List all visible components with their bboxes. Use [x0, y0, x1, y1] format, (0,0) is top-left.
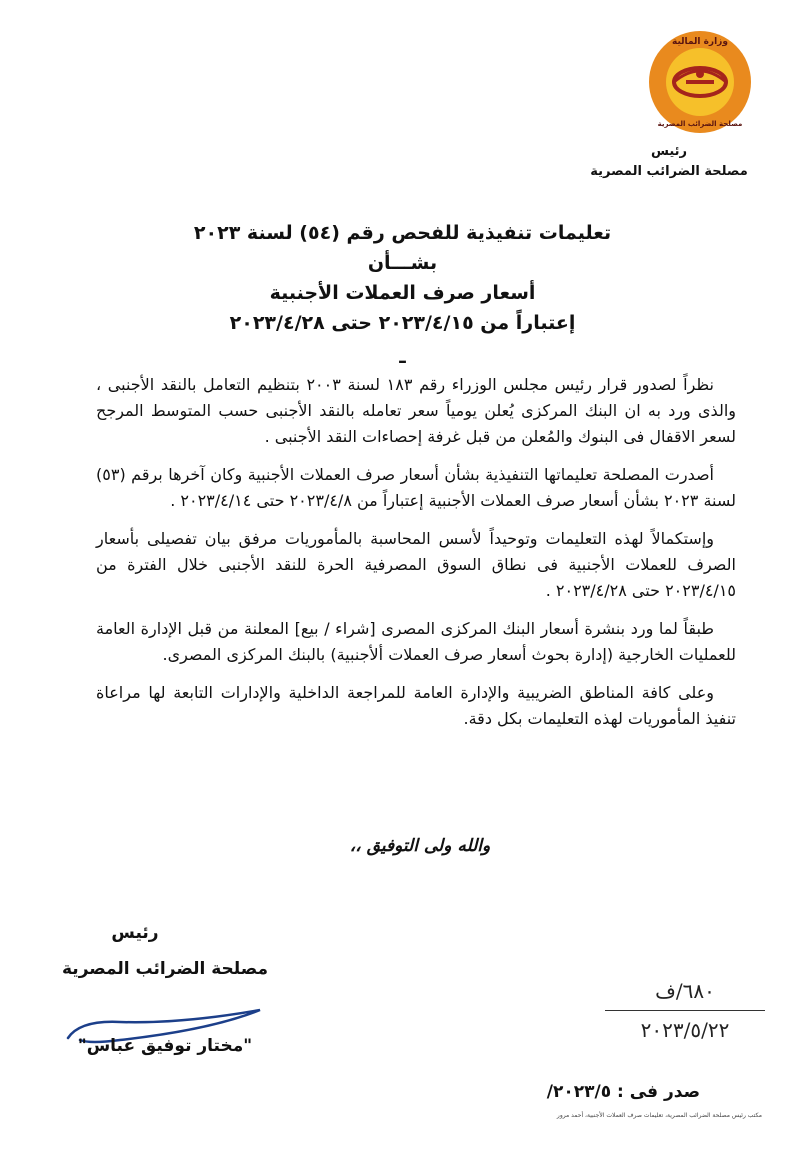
footer-note: مكتب رئيس مصلحة الضرائب المصرية، تعليمات صرف العملات الأجنبية، أحمد مرور — [556, 1112, 762, 1119]
reference-divider — [605, 1010, 765, 1011]
title-line-1: تعليمات تنفيذية للفحص رقم (٥٤) لسنة ٢٠٢٣ — [193, 222, 612, 244]
paragraph-4: طبقاً لما ورد بنشرة أسعار البنك المركزى المصرى [شراء / بيع] المعلنة من قبل الإدارة العامة للعمليات الخارجية (إدارة بحوث أسعار صرف العملات ألأجنبية) بالبنك المركزى المصرى. — [96, 619, 736, 664]
handwritten-signature — [60, 1000, 320, 1070]
signature-org: مصلحة الضرائب المصرية — [62, 959, 268, 979]
title-dash: ـ — [399, 346, 406, 368]
tax-authority-logo — [648, 30, 752, 134]
closing-phrase: والله ولى التوفيق ،، — [349, 836, 491, 856]
signature-block — [40, 918, 290, 1056]
signatory-name: "مختار توفيق عباس" — [77, 1036, 253, 1056]
logo-arc-text-top: وزارة المالية — [672, 37, 728, 47]
reference-date: ٢٠٢٣/٥/٢٢ — [640, 1018, 730, 1042]
paragraph-5: وعلى كافة المناطق الضريبية والإدارة العامة للمراجعة الداخلية والإدارات التابعة لها مراعاة تنفيذ المأموريات لهذه التعليمات بكل دقة. — [96, 683, 736, 728]
reference-number: ٦٨٠/ف — [655, 979, 715, 1003]
letterhead — [569, 142, 769, 182]
signature-title: رئيس — [111, 923, 159, 943]
issued-date: صدر فى : ٢٠٢٣/٥/ — [546, 1082, 700, 1102]
paragraph-3: وإستكمالاً لهذه التعليمات وتوحيداً لأسس المحاسبة بالمأموريات مرفق بيان تفصيلى بأسعار الصرف للعملات الأجنبية فى نطاق السوق المصرفية الحرة للنقد الأجنبى خلال الفترة من ٢٠٢٣/٤/١٥ حتى ٢٠٢٣/٤/٢٨ . — [96, 529, 736, 600]
document-title — [150, 218, 655, 372]
title-line-2: بشـــأن — [367, 252, 438, 274]
letterhead-title: رئيس — [650, 144, 688, 159]
logo-arc-text-bottom: مصلحة الضرائب المصرية — [657, 120, 743, 128]
title-line-4: إعتباراً من ٢٠٢٣/٤/١٥ حتى ٢٠٢٣/٤/٢٨ — [229, 312, 576, 334]
letterhead-org: مصلحة الضرائب المصرية — [590, 164, 748, 179]
paragraph-2: أصدرت المصلحة تعليماتها التنفيذية بشأن أسعار صرف العملات الأجنبية وكان آخرها برقم (٥٣) لسنة ٢٠٢٣ بشأن أسعار صرف العملات الأجنبية إعتباراً من ٢٠٢٣/٤/٨ حتى ٢٠٢٣/٤/١٤ . — [96, 465, 736, 510]
document-body — [96, 372, 736, 744]
reference-block — [600, 974, 770, 1047]
title-line-3: أسعار صرف العملات الأجنبية — [269, 282, 536, 304]
paragraph-1: نظراً لصدور قرار رئيس مجلس الوزراء رقم ١٨٣ لسنة ٢٠٠٣ بتنظيم التعامل بالنقد الأجنبى ، والذى ورد به ان البنك المركزى يُعلن يومياً سعر تعامله بالنقد الأجنبى حسب المتوسط المرجح لسعر الاقفال فى البنوك والمُعلن من قبل غرفة إحصاءات النقد الأجنبى . — [96, 375, 736, 446]
